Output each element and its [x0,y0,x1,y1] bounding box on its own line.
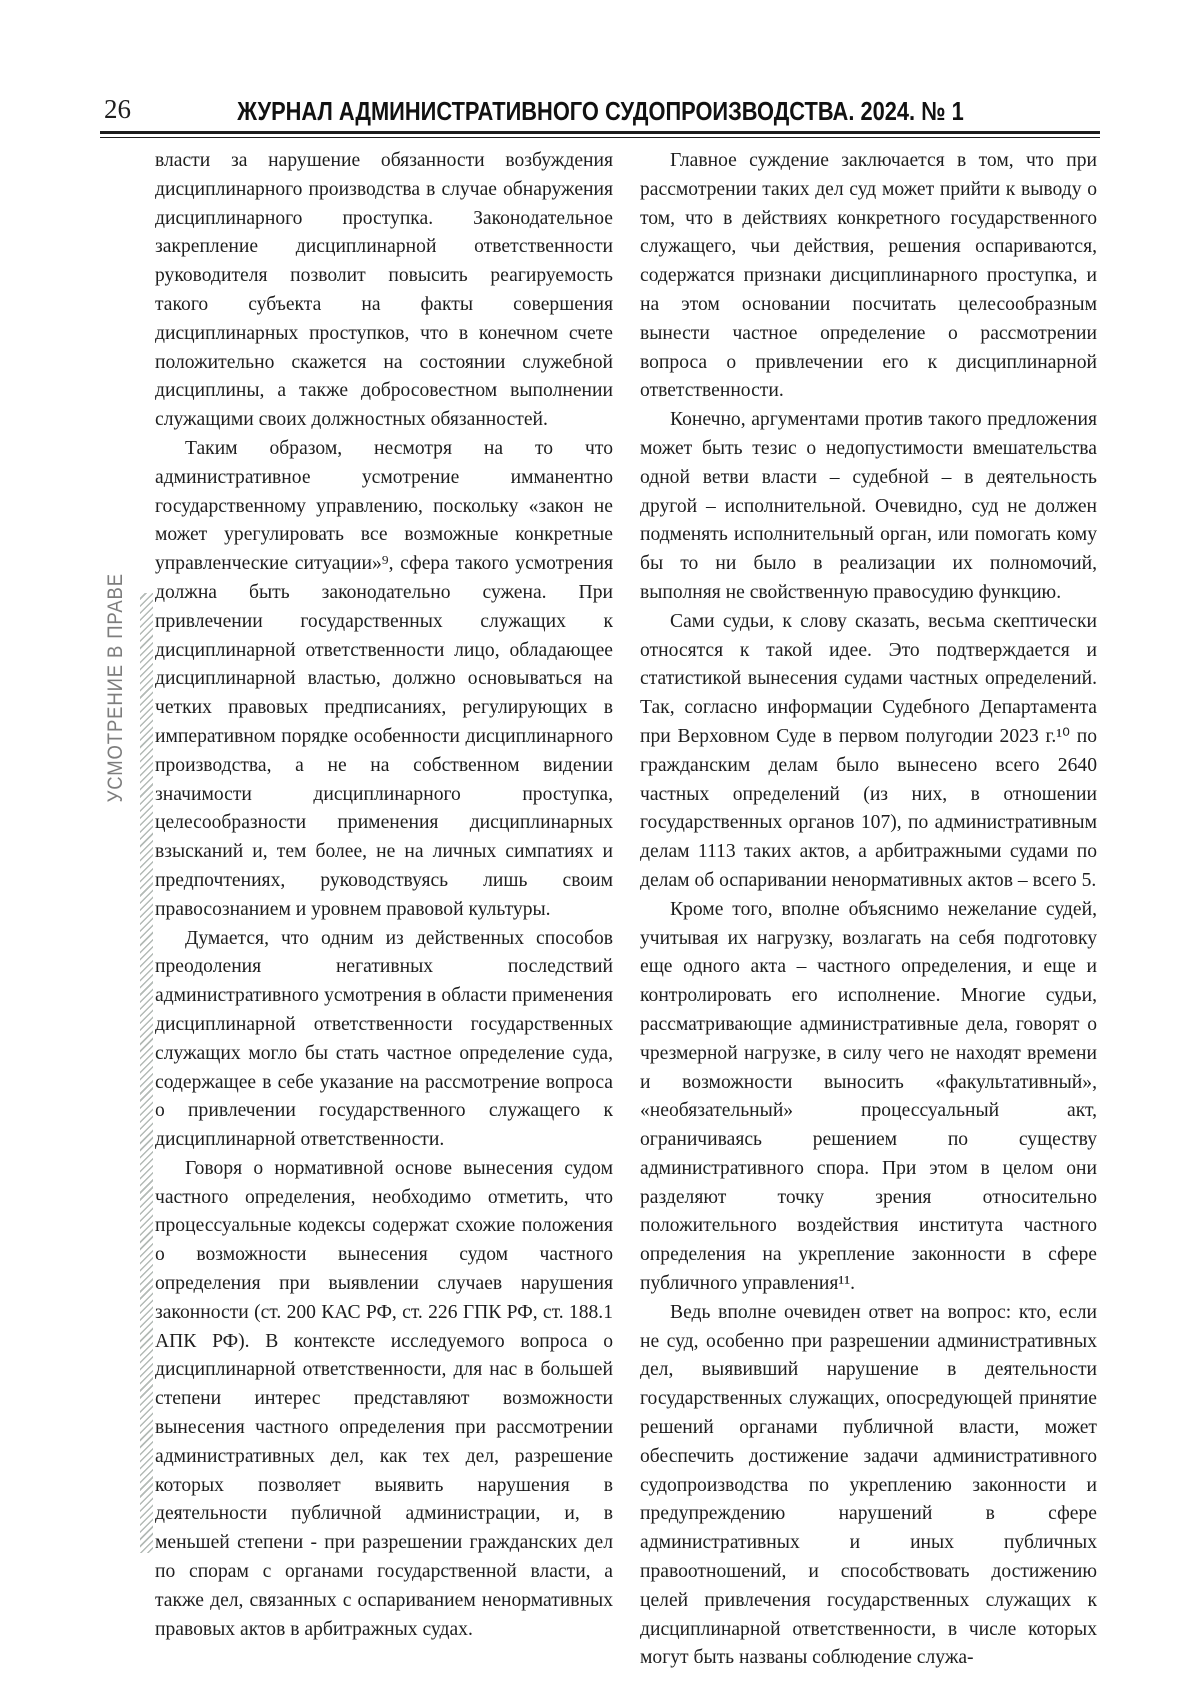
hatch-divider [140,593,153,1553]
paragraph: Конечно, аргументами против такого предложения может быть тезис о недопустимости вмешательства одной ветви власти – судебной – в деятельность другой – исполнительной. Очевидно, суд не должен подменять исполнительный орган, или помогать кому бы то ни было в реализации их полномочий, выполняя не свойственную правосудию функцию. [640,409,1097,603]
article-column-right [640,147,1097,1673]
paragraph: Таким образом, несмотря на то что административное усмотрение имманентно государственному управлению, поскольку «закон не может урегулировать все возможные конкретные управленческие ситуации»⁹, сфера такого усмотрения должна быть законодательно сужена. При привлечении государственных служащих к дисциплинарной ответственности лицо, обладающее дисциплинарной властью, должно основываться на четких правовых предписаниях, регулирующих в императивном порядке особенности дисциплинарного производства, а не на собственном видении значимости дисциплинарного проступка, целесообразности применения дисциплинарных взысканий и, тем более, не на личных симпатиях и предпочтениях, руководствуясь лишь своим правосознанием и уровнем правовой культуры. [155,437,613,920]
header-rule [100,131,1100,138]
paragraph: Думается, что одним из действенных способов преодоления негативных последствий административного усмотрения в области применения дисциплинарной ответственности государственных служащих могло бы стать частное определение суда, содержащее в себе указание на рассмотрение вопроса о привлечении государственного служащего к дисциплинарной ответственности. [155,927,613,1151]
article-column-left [155,147,613,1644]
page-number: 26 [104,94,131,124]
journal-header-title [100,96,1100,127]
paragraph: Ведь вполне очевиден ответ на вопрос: кто, если не суд, особенно при разрешении административных дел, выявивший нарушение в деятельности государственных служащих, опосредующей принятие решений органами публичной власти, может обеспечить достижение задачи административного судопроизводства по укреплению законности и предупреждению нарушений в сфере административных и иных публичных правоотношений, и способствовать достижению целей привлечения государственных служащих к дисциплинарной ответственности, в числе которых могут быть названы соблюдение служа- [640,1301,1097,1669]
paragraph: Сами судьи, к слову сказать, весьма скептически относятся к такой идее. Это подтверждается и статистикой вынесения судами частных определений. Так, согласно информации Судебного Департамента при Верховном Суде в первом полугодии 2023 г.¹⁰ по гражданским делам было вынесено всего 2640 частных определений (из них, в отношении государственных органов 107), по административным делам 1113 таких актов, а арбитражными судами по делам об оспаривании ненормативных актов – всего 5. [640,610,1097,891]
sidebar-vertical-label-text: УСМОТРЕНИЕ В ПРАВЕ [104,573,127,803]
paragraph: Говоря о нормативной основе вынесения судом частного определения, необходимо отметить, что процессуальные кодексы содержат схожие положения о возможности вынесения судом частного определения при выявлении случаев нарушения законности (ст. 200 КАС РФ, ст. 226 ГПК РФ, ст. 188.1 АПК РФ). В контексте исследуемого вопроса о дисциплинарной ответственности, для нас в большей степени интерес представляют возможности вынесения частного определения при рассмотрении административных дел, как тех дел, разрешение которых позволяет выявить нарушения в деятельности публичной администрации, и, в меньшей степени - при разрешении гражданских дел по спорам с органами государственной власти, а также дел, связанных с оспариванием ненормативных правовых актов в арбитражных судах. [155,1157,613,1640]
sidebar-vertical-label [104,573,128,818]
paragraph: власти за нарушение обязанности возбуждения дисциплинарного производства в случае обнаружения дисциплинарного проступка. Законодательное закрепление дисциплинарной ответственности руководителя позволит повысить реагируемость такого субъекта на факты совершения дисциплинарных проступков, что в конечном счете положительно скажется на состоянии служебной дисциплины, а также добросовестном выполнении служащими своих должностных обязанностей. [155,150,613,431]
paragraph: Кроме того, вполне объяснимо нежелание судей, учитывая их нагрузку, возлагать на себя подготовку еще одного акта – частного определения, и еще и контролировать его исполнение. Многие судьи, рассматривающие административные дела, говорят о чрезмерной нагрузке, в силу чего не находят времени и возможности выносить «факультативный», «необязательный» процессуальный акт, ограничиваясь решением по существу административного спора. При этом в целом они разделяют точку зрения относительно положительного воздействия института частного определения на укрепление законности в сфере публичного управления¹¹. [640,898,1097,1295]
paragraph: Главное суждение заключается в том, что при рассмотрении таких дел суд может прийти к выводу о том, что в действиях конкретного государственного служащего, чьи действия, решения оспариваются, содержатся признаки дисциплинарного проступка, и на этом основании посчитать целесообразным вынести частное определение о рассмотрении вопроса о привлечении его к дисциплинарной ответственности. [640,150,1097,402]
journal-header-title-text: ЖУРНАЛ АДМИНИСТРАТИВНОГО СУДОПРОИЗВОДСТВА. 2024. № 1 [236,96,964,126]
